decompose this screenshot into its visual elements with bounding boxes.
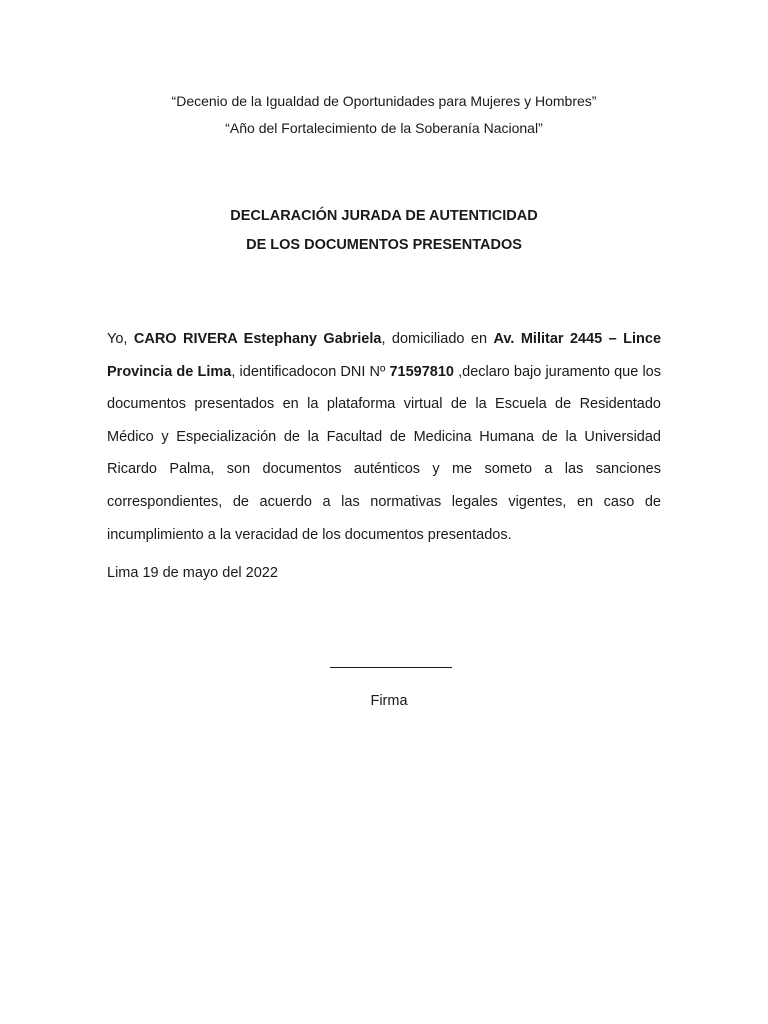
declarant-address: Av. Militar 2445 – Lince Provincia de Lima [107, 331, 662, 380]
domicile-text: , domiciliado en [381, 331, 494, 347]
document-title-line-1: DECLARACIÓN JURADA DE AUTENTICIDAD [230, 208, 538, 224]
date-place: Lima 19 de mayo del 2022 [107, 565, 278, 581]
header-slogan-1: “Decenio de la Igualdad de Oportunidades para Mujeres y Hombres” [171, 93, 597, 109]
signature-line [330, 667, 452, 668]
dni-number: 71597810 [389, 363, 454, 380]
declarant-name: CARO RIVERA Estephany Gabriela [133, 331, 382, 347]
signature-label: Firma [370, 693, 408, 709]
declaration-body: ,declaro bajo juramento que los documentos presentados en la plataforma virtual de la Escuela de Residentado Médico y Especialización de la Facultad de Medicina Humana de la Universidad Ricardo Palma, son documentos auténticos y me someto a las sanciones correspondientes, de acuerdo a las normativas legales vigentes, en caso de incumplimiento a la veracidad de los documentos presentados. [107, 363, 661, 543]
declaration-intro: Yo, [107, 331, 134, 347]
document-title-line-2: DE LOS DOCUMENTOS PRESENTADOS [246, 237, 522, 253]
declaration-paragraph [107, 323, 661, 551]
id-text: , identificadocon DNI Nº [231, 363, 390, 380]
header-slogan-2: “Año del Fortalecimiento de la Soberanía Nacional” [225, 120, 543, 136]
